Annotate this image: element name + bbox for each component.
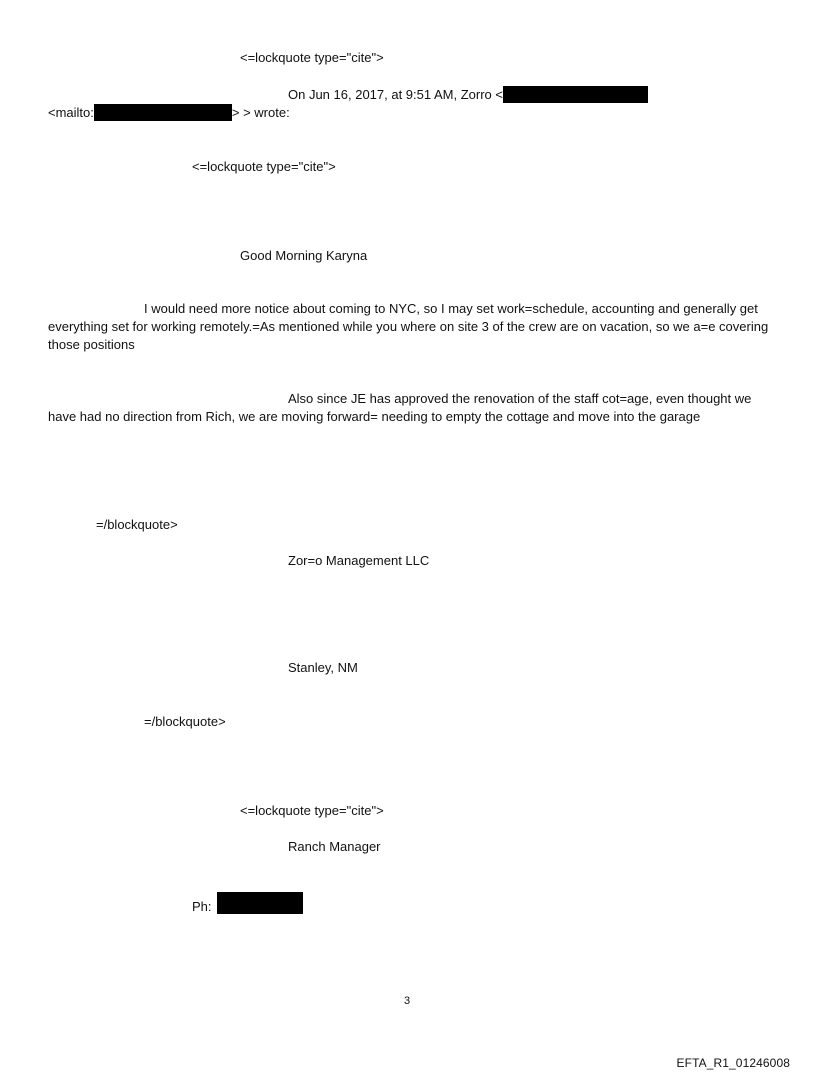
header-line-2 — [48, 104, 290, 121]
company-name: Zor=o Management LLC — [288, 553, 430, 568]
cite-open-1: <=lockquote type="cite"> — [240, 50, 384, 65]
redaction-phone — [217, 892, 303, 914]
location: Stanley, NM — [288, 660, 358, 675]
phone-label: Ph: — [192, 899, 212, 914]
job-title: Ranch Manager — [288, 839, 381, 854]
mailto-suffix: > > wrote: — [231, 105, 290, 120]
header-date-sender: On Jun 16, 2017, at 9:51 AM, Zorro < — [288, 87, 503, 102]
document-id: EFTA_R1_01246008 — [676, 1056, 790, 1070]
greeting: Good Morning Karyna — [240, 248, 368, 263]
blockquote-close-1: =/blockquote> — [96, 517, 178, 532]
cite-open-3: <=lockquote type="cite"> — [240, 803, 384, 818]
mailto-prefix: <mailto: — [48, 105, 94, 120]
phone-line — [192, 892, 303, 915]
page-number: 3 — [404, 995, 411, 1007]
redaction-email — [503, 86, 648, 103]
cite-open-2: <=lockquote type="cite"> — [192, 159, 336, 174]
body-paragraph-2: Also since JE has approved the renovation of the staff cot=age, even thought we have had no direction from Rich, we are moving forward= needing to empty the cottage and move into the garage — [48, 391, 752, 424]
header-line-1 — [288, 86, 648, 103]
blockquote-close-2: =/blockquote> — [144, 714, 226, 729]
body-paragraph-1: I would need more notice about coming to NYC, so I may set work=schedule, accounting and generally get everything set for working remotely.=As mentioned while you where on site 3 of the crew are on vacation, so we a=e covering those positions — [48, 301, 769, 352]
redaction-mailto — [94, 104, 232, 121]
